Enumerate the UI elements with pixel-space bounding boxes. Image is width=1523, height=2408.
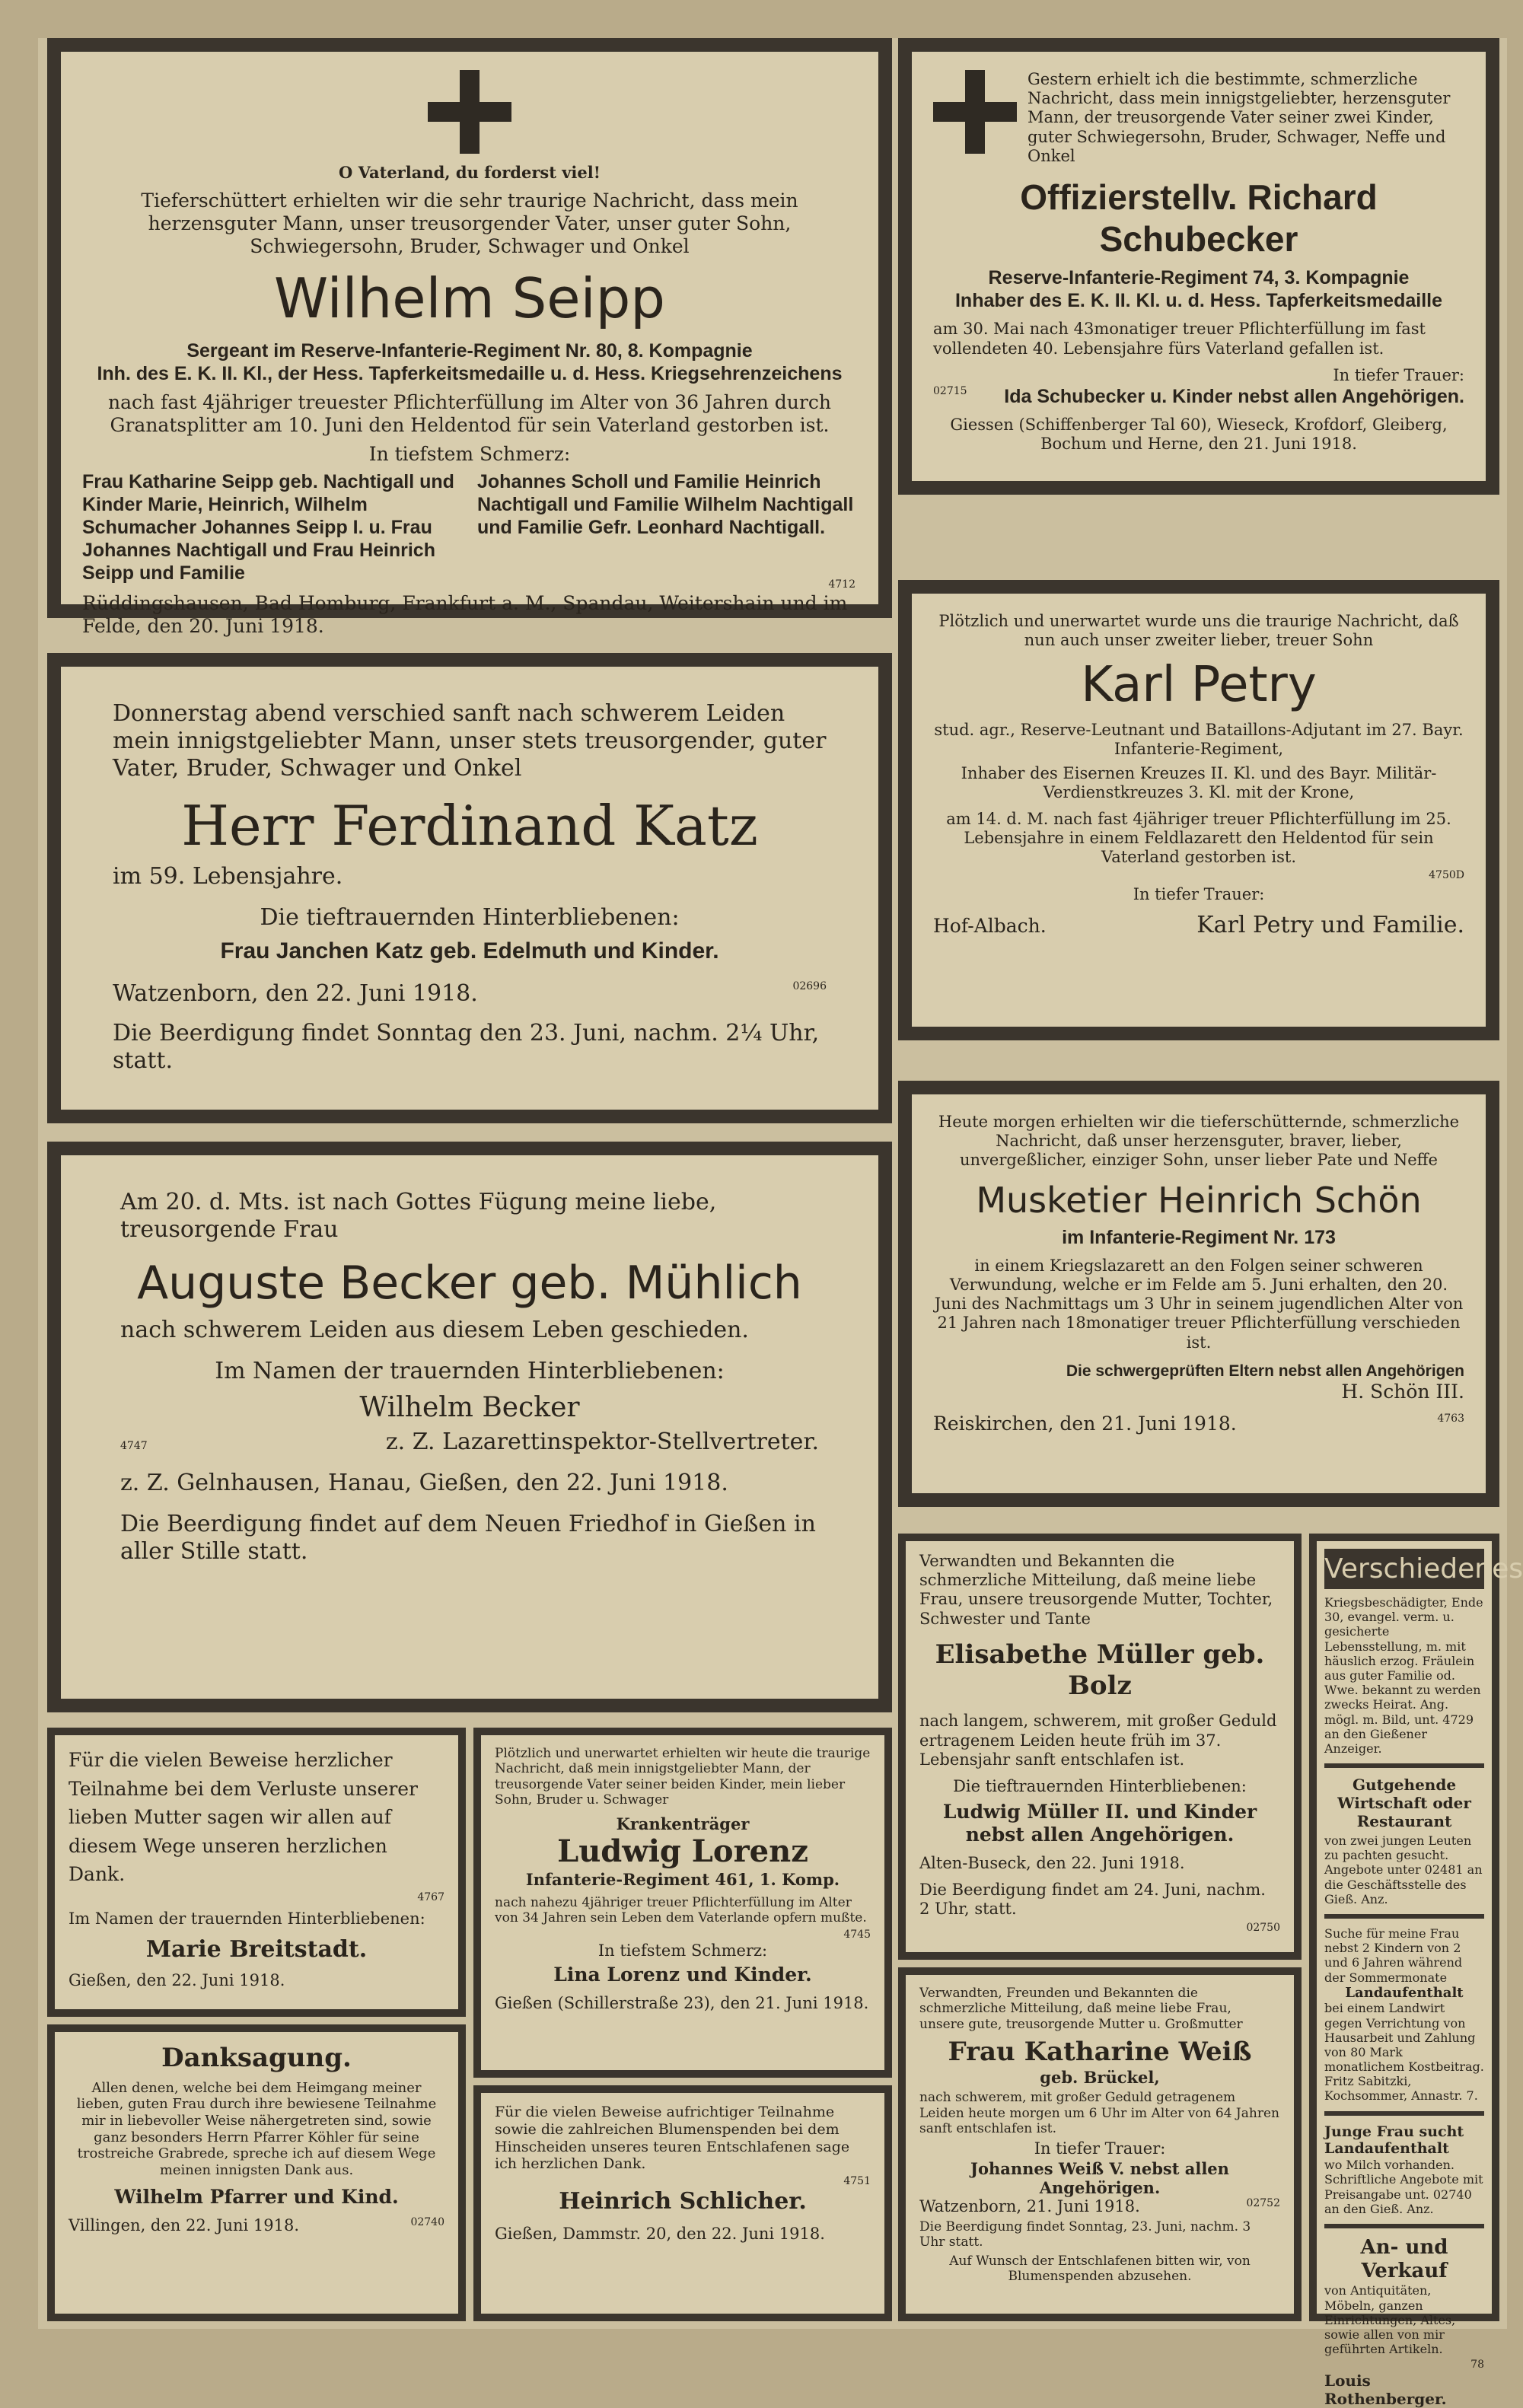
signer: Marie Breitstadt. bbox=[145, 1936, 368, 1964]
mourners bbox=[82, 470, 857, 584]
motto: O Vaterland, du forderst viel! bbox=[339, 163, 601, 182]
ad-code: 4751 bbox=[843, 2175, 871, 2188]
regiment-line: Reserve-Infanterie-Regiment 74, 3. Kompagnie bbox=[988, 267, 1410, 289]
section-heading: Verschiedenes bbox=[1324, 1549, 1484, 1589]
newspaper-page bbox=[38, 38, 1523, 2408]
ad-code: 4750D bbox=[1429, 869, 1464, 882]
rank-title: Krankenträger bbox=[616, 1814, 750, 1833]
obituary-schoen bbox=[898, 1081, 1499, 1507]
signer: Wilhelm Becker bbox=[359, 1392, 580, 1423]
ad-code: 4767 bbox=[417, 1890, 444, 1903]
death-text: am 30. Mai nach 43monatiger treuer Pflichterfüllung im fast vollendeten 40. Lebensjahre fürs Vaterland gefallen ist. bbox=[933, 320, 1426, 358]
mourning-heading: In tiefer Trauer: bbox=[1333, 365, 1464, 384]
ad-code: 4745 bbox=[843, 1928, 871, 1941]
obituary-mueller bbox=[898, 1534, 1302, 1960]
classified-summer-details: bei einem Landwirt gegen Verrichtung von Hausarbeit und Zahlung von 80 Mark monatlichem Kostbeitrag. Fritz Sabitzki, Kochsommer, Annastr. 7. bbox=[1324, 2001, 1484, 2104]
signer: H. Schön III. bbox=[1341, 1380, 1464, 1403]
place-date: Giessen (Schiffenberger Tal 60), Wieseck, Krofdorf, Gleiberg, Bochum und Herne, den 21. Juni 1918. bbox=[950, 415, 1448, 454]
flower-note: Auf Wunsch der Entschlafenen bitten wir, von Blumenspenden abzusehen. bbox=[949, 2253, 1251, 2285]
signer: Ida Schubecker u. Kinder nebst allen Angehörigen. bbox=[1004, 385, 1464, 407]
classified-heading: An- und Verkauf bbox=[1360, 2236, 1448, 2283]
ad-code: 02715 bbox=[933, 384, 967, 397]
thanks-text: Allen denen, welche bei dem Heimgang meiner lieben, guten Frau durch ihre bewiesene Teilnahme mir in liebevoller Weise nähergetreten sind, sowie ganz besonders Herrn Pfarrer Köhler für seine trostreiche Grabrede, spreche ich auf diesem Wege meinen innigsten Dank aus. bbox=[76, 2079, 437, 2178]
deceased-name: Offizierstellv. Richard Schubecker bbox=[1020, 177, 1378, 260]
deceased-name: Musketier Heinrich Schön bbox=[976, 1179, 1422, 1221]
death-text: nach schwerem, mit großer Geduld getragenem Leiden heute morgen um 6 Uhr im Alter von 64 Jahren sanft entschlafen ist. bbox=[919, 2090, 1279, 2136]
obituary-seipp bbox=[47, 38, 892, 637]
rank-line: stud. agr., Reserve-Leutnant und Bataillons-Adjutant im 27. Bayr. Infanterie-Regiment, bbox=[934, 721, 1464, 759]
intro-text: Verwandten, Freunden und Bekannten die schmerzliche Mitteilung, daß meine liebe Frau, unsere gute, treusorgende Mutter u. Großmutter bbox=[919, 1986, 1243, 2032]
death-text: nach langem, schwerem, mit großer Geduld ertragenem Leiden heute früh im 37. Lebensjahr sanft entschlafen ist. bbox=[919, 1712, 1277, 1769]
classified-heading: Landaufenthalt bbox=[1345, 1984, 1464, 2001]
intro-text: Plötzlich und unerwartet erhielten wir heute die traurige Nachricht, daß mein innigstgeliebter Mann, der treusorgende Vater seiner beiden Kinder, mein lieber Sohn, Bruder u. Schwager bbox=[495, 1746, 871, 1808]
obituary-katz bbox=[47, 653, 892, 1123]
ad-code: 02750 bbox=[1246, 1921, 1280, 1934]
place-date: Watzenborn, 21. Juni 1918. bbox=[919, 2196, 1140, 2215]
funeral-notice: Die Beerdigung findet Sonntag den 23. Juni, nachm. 2¼ Uhr, statt. bbox=[113, 1020, 820, 1075]
classified-antiques: von Antiquitäten, Möbeln, ganzen Einrichtungen, Altes, sowie allen von mir geführten Artikeln. bbox=[1324, 2283, 1456, 2357]
signer: Karl Petry und Familie. bbox=[1196, 912, 1464, 939]
rank-line: Sergeant im Reserve-Infanterie-Regiment Nr. 80, 8. Kompagnie bbox=[186, 339, 753, 362]
classified-heading: Junge Frau sucht Landaufenthalt bbox=[1324, 2123, 1464, 2158]
divider bbox=[1324, 1763, 1484, 1768]
ad-code: 4712 bbox=[828, 578, 855, 591]
mourning-heading: Im Namen der trauernden Hinterbliebenen: bbox=[215, 1358, 725, 1384]
place-date: Villingen, den 22. Juni 1918. bbox=[69, 2216, 300, 2235]
maiden-name: geb. Brückel, bbox=[1040, 2067, 1160, 2087]
signer: Johannes Weiß V. nebst allen Angehörigen. bbox=[970, 2158, 1229, 2197]
intro-text: Plötzlich und unerwartet wurde uns die traurige Nachricht, daß nun auch unser zweiter lieber, treuer Sohn bbox=[938, 612, 1459, 650]
thanks-schlicher bbox=[473, 2085, 892, 2321]
classifieds-verschiedenes bbox=[1309, 1534, 1523, 2408]
divider bbox=[1324, 2224, 1484, 2228]
mourning-heading: In tiefer Trauer: bbox=[1133, 885, 1265, 904]
ad-code: 02752 bbox=[1246, 2196, 1280, 2209]
divider bbox=[1324, 2111, 1484, 2116]
intro-text: Donnerstag abend verschied sanft nach schwerem Leiden mein innigstgeliebter Mann, unser stets treusorgender, guter Vater, Bruder, Schwager und Onkel bbox=[113, 700, 827, 782]
deceased-name: Herr Ferdinand Katz bbox=[181, 794, 758, 858]
obituary-petry bbox=[898, 580, 1499, 1040]
age: im 59. Lebensjahre. bbox=[113, 863, 343, 890]
place-date: Rüddingshausen, Bad Homburg, Frankfurt a. M., Spandau, Weitershain und im Felde, den 20. Juni 1918. bbox=[82, 591, 848, 637]
notice-title: Danksagung. bbox=[161, 2043, 352, 2073]
mourning-heading: In tiefstem Schmerz: bbox=[368, 442, 571, 465]
funeral-notice: Die Beerdigung findet Sonntag, 23. Juni, nachm. 3 Uhr statt. bbox=[919, 2219, 1251, 2250]
iron-cross-icon bbox=[933, 70, 1017, 154]
honors-line: Inhaber des E. K. II. Kl. u. d. Hess. Tapferkeitsmedaille bbox=[954, 290, 1442, 312]
funeral-notice: Die Beerdigung findet am 24. Juni, nachm. 2 Uhr, statt. bbox=[919, 1881, 1266, 1919]
death-text: in einem Kriegslazarett an den Folgen seiner schweren Verwundung, welche er im Felde am 5. Juni erhalten, den 20. Juni des Nachmittags um 3 Uhr in seinem jugendlichen Alter von 21 Jahren nach 18monatiger treuer Pflichterfüllung verschieden ist. bbox=[934, 1256, 1464, 1352]
place-date: Gießen, den 22. Juni 1918. bbox=[69, 1971, 285, 1990]
classified-heading: Gutgehende Wirtschaft oder Restaurant bbox=[1337, 1776, 1471, 1831]
intro-text: Tieferschüttert erhielten wir die sehr traurige Nachricht, dass mein herzensguter Mann, unser treusorgender Vater, unser guter Sohn, Schwiegersohn, Bruder, Schwager und Onkel bbox=[141, 190, 798, 258]
deceased-name: Elisabethe Müller geb. Bolz bbox=[935, 1639, 1265, 1701]
ad-code: 02740 bbox=[410, 2216, 444, 2229]
deceased-name: Karl Petry bbox=[1081, 657, 1317, 714]
classified-country-stay: wo Milch vorhanden. Schriftliche Angebote mit Preisangabe unt. 02740 an den Gieß. Anz. bbox=[1324, 2158, 1483, 2216]
intro-text: Verwandten und Bekannten die schmerzliche Mitteilung, daß meine liebe Frau, unsere treusorgende Mutter, Tochter, Schwester und Tante bbox=[919, 1552, 1273, 1628]
ad-code: 02696 bbox=[792, 980, 827, 993]
thanks-breitstadt bbox=[47, 1728, 466, 2017]
signer: Heinrich Schlicher. bbox=[559, 2187, 807, 2215]
mourning-heading: In tiefer Trauer: bbox=[1034, 2139, 1166, 2158]
thanks-text: Für die vielen Beweise herzlicher Teilnahme bei dem Verluste unserer lieben Mutter sagen wir allen auf diesem Wege unseren herzlichen Dank. bbox=[69, 1749, 419, 1885]
place-date: Reiskirchen, den 21. Juni 1918. bbox=[933, 1412, 1237, 1435]
iron-cross-icon bbox=[428, 70, 511, 154]
place-date: Alten-Buseck, den 22. Juni 1918. bbox=[919, 1854, 1185, 1873]
obituary-schubecker bbox=[898, 38, 1499, 495]
regiment-line: Infanterie-Regiment 461, 1. Komp. bbox=[525, 1869, 840, 1889]
place: Hof-Albach. bbox=[933, 915, 1047, 938]
thanks-pfarrer bbox=[47, 2024, 466, 2321]
honors-line: Inhaber des Eisernen Kreuzes II. Kl. und des Bayr. Militär-Verdienstkreuzes 3. Kl. mit der Krone, bbox=[961, 763, 1437, 801]
obituary-becker bbox=[47, 1142, 892, 1712]
deceased-name: Ludwig Lorenz bbox=[557, 1833, 808, 1869]
mourners-right: Johannes Scholl und Familie Heinrich Nachtigall und Familie Wilhelm Nachtigall und Familie Gefr. Leonhard Nachtigall. bbox=[477, 470, 854, 538]
mourning-heading: Die tieftrauernden Hinterbliebenen: bbox=[953, 1776, 1247, 1795]
signer: Louis Rothenberger. bbox=[1324, 2371, 1447, 2408]
place-date: Gießen, Dammstr. 20, den 22. Juni 1918. bbox=[495, 2224, 825, 2243]
death-text: nach schwerem Leiden aus diesem Leben geschieden. bbox=[120, 1317, 749, 1343]
death-text: am 14. d. M. nach fast 4jähriger treuer Pflichterfüllung im 25. Lebensjahre in einem Feldlazarett den Heldentod für sein Vaterland gestorben ist. bbox=[946, 809, 1451, 867]
deceased-name: Auguste Becker geb. Mühlich bbox=[137, 1257, 802, 1310]
mourning-heading: In tiefstem Schmerz: bbox=[597, 1941, 768, 1960]
ad-code: 4763 bbox=[1437, 1412, 1464, 1425]
funeral-notice: Die Beerdigung findet auf dem Neuen Friedhof in Gießen in aller Stille statt. bbox=[120, 1511, 816, 1566]
mourning-heading: Die tieftrauernden Hinterbliebenen: bbox=[260, 904, 680, 932]
deceased-name: Frau Katharine Weiß bbox=[948, 2037, 1252, 2068]
place-date: z. Z. Gelnhausen, Hanau, Gießen, den 22. Juni 1918. bbox=[120, 1470, 728, 1497]
intro-text: Heute morgen erhielten wir die tieferschütternde, schmerzliche Nachricht, daß unser herzensguter, braver, lieber, unvergeßlicher, einziger Sohn, unser lieber Pate und Neffe bbox=[938, 1113, 1460, 1170]
mourners-left: Frau Katharine Seipp geb. Nachtigall und Kinder Marie, Heinrich, Wilhelm Schumacher Johannes Seipp I. u. Frau Johannes Nachtigall und Frau Heinrich Seipp und Familie bbox=[82, 470, 454, 584]
classified-summer: Suche für meine Frau nebst 2 Kindern von 2 und 6 Jahren während der Sommermonate bbox=[1324, 1926, 1463, 1985]
signer-title: z. Z. Lazarettinspektor-Stellvertreter. bbox=[385, 1429, 819, 1456]
signer: Wilhelm Pfarrer und Kind. bbox=[114, 2186, 399, 2209]
death-text: nach fast 4jähriger treuester Pflichterfüllung im Alter von 36 Jahren durch Granatsplitter am 10. Juni den Heldentod für sein Vaterland gestorben ist. bbox=[108, 390, 831, 436]
mourning-heading: Im Namen der trauernden Hinterbliebenen: bbox=[69, 1910, 425, 1929]
death-text: nach nahezu 4jähriger treuer Pflichterfüllung im Alter von 34 Jahren sein Leben dem Vaterlande opfern mußte. bbox=[495, 1894, 867, 1926]
signer: Frau Janchen Katz geb. Edelmuth und Kinder. bbox=[220, 938, 719, 964]
deceased-name: Wilhelm Seipp bbox=[274, 266, 665, 331]
obituary-weiss bbox=[898, 1967, 1302, 2321]
divider bbox=[1324, 1914, 1484, 1919]
honors-line: Inh. des E. K. II. Kl., der Hess. Tapferkeitsmedaille u. d. Hess. Kriegsehrenzeichens bbox=[97, 362, 843, 384]
signer: Ludwig Müller II. und Kinder nebst allen Angehörigen. bbox=[942, 1801, 1257, 1846]
place-date: Gießen (Schillerstraße 23), den 21. Juni 1918. bbox=[495, 1993, 869, 2012]
mourning-heading: Die schwergeprüften Eltern nebst allen Angehörigen bbox=[1066, 1362, 1464, 1380]
ad-code: 78 bbox=[1470, 2359, 1484, 2371]
intro-text: Gestern erhielt ich die bestimmte, schmerzliche Nachricht, dass mein innigstgeliebter, herzensguter Mann, der treusorgende Vater seiner zwei Kinder, guter Schwiegersohn, Bruder, Schwager, Neffe und Onkel bbox=[1028, 70, 1451, 165]
regiment-line: im Infanterie-Regiment Nr. 173 bbox=[1062, 1226, 1336, 1248]
classified-marriage: Kriegsbeschädigter, Ende 30, evangel. verm. u. gesicherte Lebensstellung, m. mit häuslich erzog. Fräulein aus guter Familie od. Wwe. bekannt zu werden zwecks Heirat. Ang. mögl. m. Bild, unt. 4729 an den Gießener Anzeiger. bbox=[1324, 1595, 1483, 1756]
place-date: Watzenborn, den 22. Juni 1918. bbox=[113, 980, 478, 1008]
thanks-text: Für die vielen Beweise aufrichtiger Teilnahme sowie die zahlreichen Blumenspenden bei dem Hinscheiden unseres teuren Entschlafenen sage ich herzlichen Dank. bbox=[495, 2104, 850, 2173]
ad-code: 4747 bbox=[120, 1440, 148, 1453]
intro-text: Am 20. d. Mts. ist nach Gottes Fügung meine liebe, treusorgende Frau bbox=[120, 1189, 717, 1243]
obituary-lorenz bbox=[473, 1728, 892, 2078]
classified-restaurant: von zwei jungen Leuten zu pachten gesucht. Angebote unter 02481 an die Geschäftsstelle des Gieß. Anz. bbox=[1324, 1833, 1483, 1906]
signer: Lina Lorenz und Kinder. bbox=[553, 1963, 812, 1986]
